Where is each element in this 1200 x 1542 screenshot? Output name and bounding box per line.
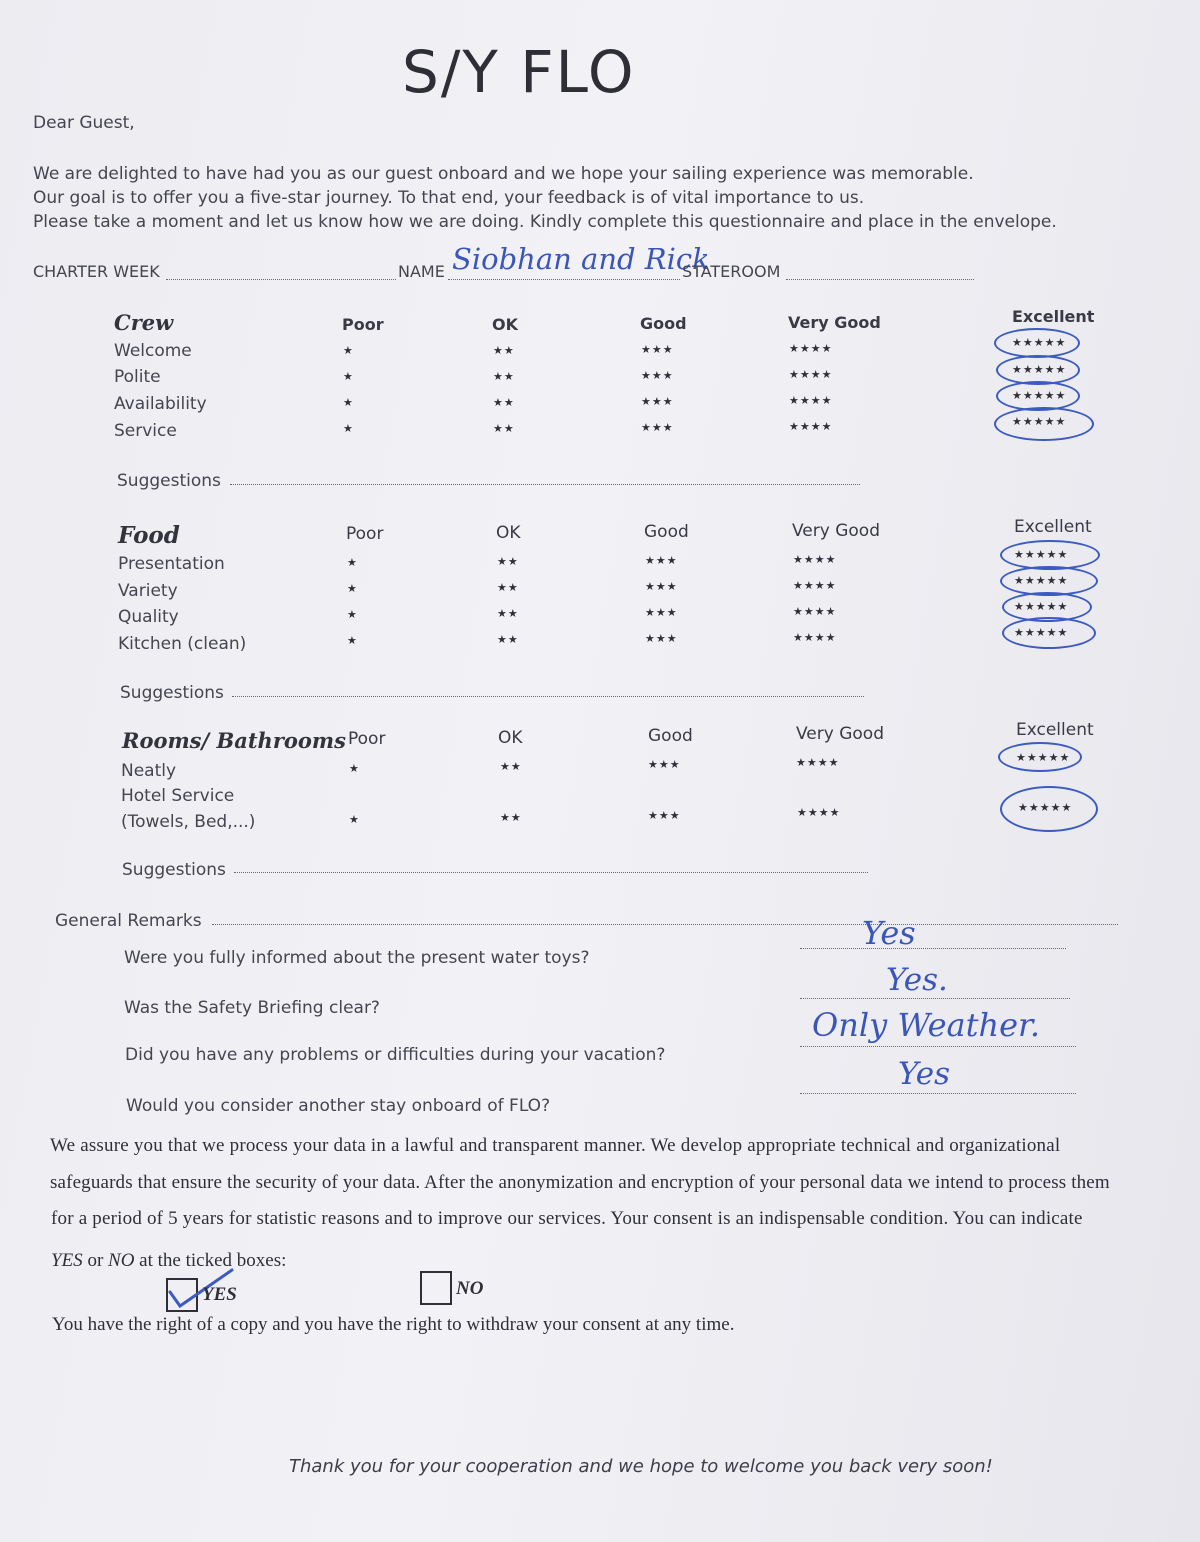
food-variety-poor[interactable]: ★ [347,582,358,595]
col-ok: OK [492,315,518,334]
rooms-neatly-ok[interactable]: ★★ [500,760,522,773]
food-variety-ok[interactable]: ★★ [497,581,519,594]
general-remarks-field[interactable] [212,924,1118,925]
form-title: S/Y FLO [402,38,636,106]
rooms-suggestions-label: Suggestions [122,860,226,880]
crew-welcome-selection-circle [994,328,1080,358]
answer-safety-briefing-field[interactable] [800,998,1070,999]
crew-availability-good[interactable]: ★★★ [641,395,674,408]
row-label-polite: Polite [114,367,161,387]
section-title-rooms: Rooms/ Bathrooms [122,728,346,753]
consent-line-1: We assure you that we process your data in a lawful and transparent manner. We develop appropriate technical and organizational [50,1135,1061,1156]
crew-suggestions-label: Suggestions [117,471,221,491]
food-suggestions-label: Suggestions [120,683,224,703]
consent-no-label: NO [456,1278,484,1299]
crew-service-good[interactable]: ★★★ [641,421,674,434]
answer-another-stay: Yes [898,1056,951,1092]
rooms-suggestions-field[interactable] [234,872,868,873]
food-kitchen-good[interactable]: ★★★ [645,632,678,645]
col-very-good: Very Good [792,521,880,541]
answer-water-toys-field[interactable] [800,948,1066,949]
crew-welcome-very-good[interactable]: ★★★★ [789,342,833,355]
answer-another-stay-field[interactable] [800,1093,1076,1094]
col-ok: OK [496,523,521,543]
answer-safety-briefing: Yes. [886,962,948,998]
crew-availability-excellent[interactable]: ★★★★★ [1012,389,1067,402]
section-title-crew: Crew [114,310,174,335]
name-label: NAME [398,262,445,281]
row-label-quality: Quality [118,607,179,627]
greeting: Dear Guest, [33,113,135,133]
food-presentation-poor[interactable]: ★ [347,556,358,569]
rooms-neatly-very-good[interactable]: ★★★★ [796,756,840,769]
rooms-hotel-service-selection-circle [1000,786,1098,832]
crew-service-excellent[interactable]: ★★★★★ [1012,415,1067,428]
food-quality-ok[interactable]: ★★ [497,607,519,620]
rooms-neatly-selection-circle [998,742,1082,772]
row-label-service: Service [114,421,177,441]
food-quality-poor[interactable]: ★ [347,608,358,621]
col-poor: Poor [342,315,384,334]
food-kitchen-poor[interactable]: ★ [347,634,358,647]
intro-line-2: Our goal is to offer you a five-star journey. To that end, your feedback is of vital importance to us. [33,188,865,208]
rooms-hotel-service-ok[interactable]: ★★ [500,811,522,824]
question-problems: Did you have any problems or difficulties during your vacation? [125,1045,666,1065]
rooms-hotel-service-poor[interactable]: ★ [349,813,360,826]
crew-polite-excellent[interactable]: ★★★★★ [1012,363,1067,376]
food-quality-excellent[interactable]: ★★★★★ [1014,600,1069,613]
crew-welcome-excellent[interactable]: ★★★★★ [1012,336,1067,349]
col-good: Good [644,522,689,542]
crew-service-very-good[interactable]: ★★★★ [789,420,833,433]
consent-rights: You have the right of a copy and you have the right to withdraw your consent at any time. [52,1314,735,1335]
row-label-presentation: Presentation [118,554,225,574]
consent-no-word: NO [108,1250,135,1271]
crew-service-poor[interactable]: ★ [343,422,354,435]
crew-welcome-poor[interactable]: ★ [343,344,354,357]
crew-polite-ok[interactable]: ★★ [493,370,515,383]
crew-suggestions-field[interactable] [230,484,860,485]
col-ok: OK [498,728,523,748]
crew-polite-poor[interactable]: ★ [343,370,354,383]
consent-yes-word: YES [51,1250,83,1271]
stateroom-label: STATEROOM [682,262,781,281]
consent-indicate-tail: at the ticked boxes: [139,1250,287,1271]
food-suggestions-field[interactable] [232,696,864,697]
col-good: Good [648,726,693,746]
col-excellent: Excellent [1014,517,1092,537]
closing-message: Thank you for your cooperation and we hope to welcome you back very soon! [289,1456,993,1477]
rooms-neatly-good[interactable]: ★★★ [648,758,681,771]
col-poor: Poor [348,729,386,749]
consent-line-2: safeguards that ensure the security of your data. After the anonymization and encryption of your personal data we intend to process them [50,1172,1110,1193]
food-presentation-good[interactable]: ★★★ [645,554,678,567]
section-title-food: Food [118,522,180,549]
col-good: Good [640,314,687,333]
rooms-hotel-service-very-good[interactable]: ★★★★ [797,806,841,819]
row-label-hotel-service-detail: (Towels, Bed,...) [121,812,256,832]
row-label-kitchen: Kitchen (clean) [118,634,247,654]
crew-welcome-ok[interactable]: ★★ [493,344,515,357]
col-excellent: Excellent [1012,307,1095,326]
crew-availability-ok[interactable]: ★★ [493,396,515,409]
rooms-neatly-poor[interactable]: ★ [349,762,360,775]
crew-service-selection-circle [994,407,1094,441]
col-very-good: Very Good [796,724,884,744]
food-variety-good[interactable]: ★★★ [645,580,678,593]
food-quality-very-good[interactable]: ★★★★ [793,605,837,618]
answer-water-toys: Yes [862,914,916,952]
food-kitchen-excellent[interactable]: ★★★★★ [1014,626,1069,639]
consent-yes-label: YES [202,1284,237,1305]
food-quality-good[interactable]: ★★★ [645,606,678,619]
food-presentation-very-good[interactable]: ★★★★ [793,553,837,566]
question-water-toys: Were you fully informed about the present water toys? [124,948,590,968]
col-excellent: Excellent [1016,720,1094,740]
row-label-neatly: Neatly [121,761,177,781]
crew-availability-very-good[interactable]: ★★★★ [789,394,833,407]
crew-service-ok[interactable]: ★★ [493,422,515,435]
consent-no-checkbox[interactable] [420,1271,452,1305]
intro-line-1: We are delighted to have had you as our guest onboard and we hope your sailing experience was memorable. [33,164,974,184]
row-label-variety: Variety [118,581,178,601]
intro-line-3: Please take a moment and let us know how we are doing. Kindly complete this questionnaire and place in the envelope. [33,212,1057,232]
col-very-good: Very Good [788,313,881,332]
consent-line-3: for a period of 5 years for statistic reasons and to improve our services. Your consent is an indispensable condition. You can indicate [51,1208,1083,1229]
name-value: Siobhan and Rick [452,242,710,276]
crew-polite-good[interactable]: ★★★ [641,369,674,382]
question-safety-briefing: Was the Safety Briefing clear? [124,998,380,1018]
rooms-hotel-service-excellent[interactable]: ★★★★★ [1018,801,1073,814]
food-kitchen-very-good[interactable]: ★★★★ [793,631,837,644]
food-variety-very-good[interactable]: ★★★★ [793,579,837,592]
row-label-availability: Availability [114,394,207,414]
row-label-welcome: Welcome [114,341,192,361]
question-another-stay: Would you consider another stay onboard of FLO? [126,1096,551,1116]
food-kitchen-selection-circle [1002,617,1096,649]
rooms-neatly-excellent[interactable]: ★★★★★ [1016,751,1071,764]
crew-polite-very-good[interactable]: ★★★★ [789,368,833,381]
food-presentation-excellent[interactable]: ★★★★★ [1014,548,1069,561]
stateroom-field[interactable] [786,279,974,280]
charter-week-label: CHARTER WEEK [33,262,160,281]
crew-availability-poor[interactable]: ★ [343,396,354,409]
general-remarks-label: General Remarks [55,911,202,931]
food-variety-excellent[interactable]: ★★★★★ [1014,574,1069,587]
crew-welcome-good[interactable]: ★★★ [641,343,674,356]
row-label-hotel-service: Hotel Service [121,786,235,806]
charter-week-field[interactable] [166,279,396,280]
food-presentation-ok[interactable]: ★★ [497,555,519,568]
food-kitchen-ok[interactable]: ★★ [497,633,519,646]
answer-problems: Only Weather. [812,1006,1040,1044]
rooms-hotel-service-good[interactable]: ★★★ [648,809,681,822]
answer-problems-field[interactable] [800,1046,1076,1047]
name-field[interactable] [448,279,680,280]
col-poor: Poor [346,524,384,544]
consent-or-word: or [87,1250,104,1271]
